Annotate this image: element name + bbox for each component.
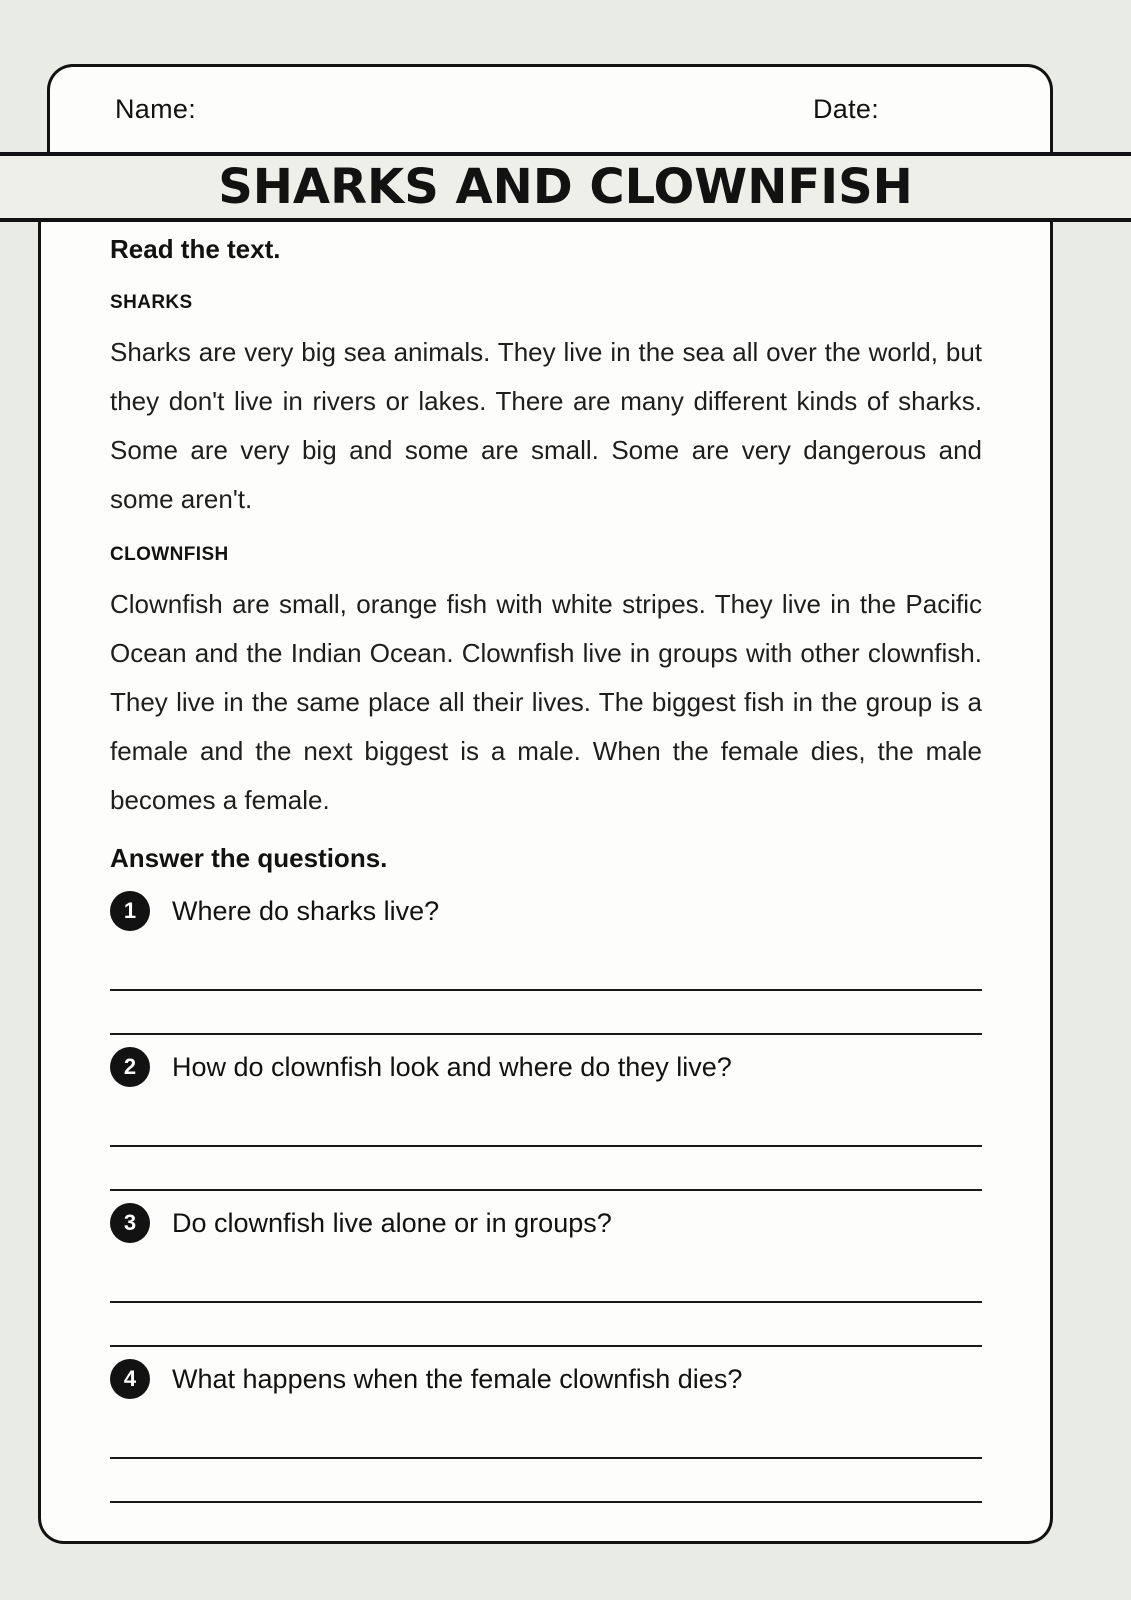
answer-line[interactable]	[110, 1415, 982, 1459]
question-text: Where do sharks live?	[172, 896, 440, 926]
worksheet-title: SHARKS AND CLOWNFISH	[218, 159, 913, 215]
question-text: How do clownfish look and where do they live?	[172, 1052, 732, 1082]
question-row-4	[110, 1359, 982, 1399]
section-heading-sharks: SHARKS	[110, 292, 193, 313]
worksheet-body	[38, 222, 1053, 1544]
answer-line[interactable]	[110, 1303, 982, 1347]
read-instruction: Read the text.	[110, 234, 281, 264]
section-heading-clownfish: CLOWNFISH	[110, 544, 229, 565]
answer-area-2	[110, 1103, 982, 1191]
question-text: Do clownfish live alone or in groups?	[172, 1208, 612, 1238]
answer-area-1	[110, 947, 982, 1035]
answer-area-4	[110, 1415, 982, 1503]
date-label: Date:	[813, 94, 880, 124]
question-row-1	[110, 891, 982, 931]
question-number-badge: 1	[110, 891, 150, 931]
section-body-sharks: Sharks are very big sea animals. They live in the sea all over the world, but they don't live in rivers or lakes. There are many different kinds of sharks. Some are very big and some are small. Some are very dangerous and some aren't.	[110, 337, 982, 514]
question-row-2	[110, 1047, 982, 1087]
name-date-box	[47, 64, 1053, 152]
answer-line[interactable]	[110, 1147, 982, 1191]
answer-instruction: Answer the questions.	[110, 843, 388, 873]
section-body-clownfish: Clownfish are small, orange fish with white stripes. They live in the Pacific Ocean and the Indian Ocean. Clownfish live in groups with other clownfish. They live in the same place all their lives. The biggest fish in the group is a female and the next biggest is a male. When the female dies, the male becomes a female.	[110, 589, 982, 815]
question-text: What happens when the female clownfish dies?	[172, 1364, 743, 1394]
answer-line[interactable]	[110, 947, 982, 991]
answer-line[interactable]	[110, 1459, 982, 1503]
title-band	[0, 152, 1131, 222]
name-label: Name:	[115, 94, 197, 124]
question-row-3	[110, 1203, 982, 1243]
answer-line[interactable]	[110, 991, 982, 1035]
question-number-badge: 2	[110, 1047, 150, 1087]
question-number-badge: 4	[110, 1359, 150, 1399]
answer-area-3	[110, 1259, 982, 1347]
answer-line[interactable]	[110, 1259, 982, 1303]
question-number-badge: 3	[110, 1203, 150, 1243]
answer-line[interactable]	[110, 1103, 982, 1147]
